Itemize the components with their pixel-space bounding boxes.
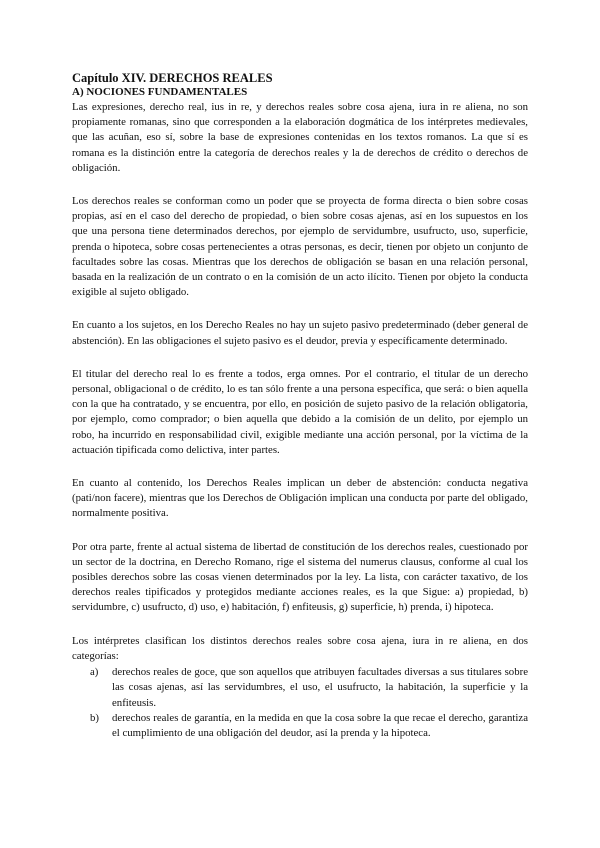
- paragraph-numerus-clausus: Por otra parte, frente al actual sistema de libertad de constitución de los derechos reales, cuestionado por un sector de la doctrina, en Derecho Romano, rige el sistema del numerus clausus, conforme al cual los posibles derechos sobre las cosas vienen determinados por la ley. La lista, con carácter taxativo, de los derechos reales tipificados y protegidos mediante acciones reales, es la que Sigue: a) propiedad, b) servidumbre, c) usufructo, d) uso, e) habitación, f) enfiteusis, g) superficie, h) prenda, i) hipoteca.: [72, 540, 528, 614]
- paragraph-contenido: En cuanto al contenido, los Derechos Reales implican un deber de abstención: conducta negativa (pati/non facere), mientras que los Derechos de Obligación implican una conducta por parte del obligado, normalmente positiva.: [72, 477, 528, 520]
- paragraph-expresiones: Las expresiones, derecho real, ius in re, y derechos reales sobre cosa ajena, iura in re aliena, no son propiamente romanas, sino que corresponden a la elaboración dogmática de los intérpretes medievales, que las acuñan, eso sí, sobre la base de expresiones contenidas en los textos romanos. La que sí es romana es la distinción entre la categoría de derechos reales y la de derechos de crédito o derechos de obligación.: [72, 101, 528, 174]
- chapter-title: Capítulo XIV. DERECHOS REALES: [72, 71, 273, 85]
- paragraph-sujetos: En cuanto a los sujetos, en los Derecho Reales no hay un sujeto pasivo predeterminado (deber general de abstención). En las obligaciones el sujeto pasivo es el deudor, previa y específicamente determinado.: [72, 319, 528, 347]
- list-marker: a): [90, 666, 99, 679]
- list-item: [72, 665, 528, 711]
- section-title: A) NOCIONES FUNDAMENTALES: [72, 86, 248, 98]
- paragraph-conformacion: Los derechos reales se conforman como un poder que se proyecta de forma directa o bien sobre cosas propias, así en el caso del derecho de propiedad, o bien sobre cosas ajenas, así en los supuestos en los que una persona tiene determinados derechos, por ejemplo de servidumbre, usufructo, uso, superficie, prenda o hipoteca, sobre cosas pertenecientes a otras personas, es decir, tienen por objeto un conjunto de facultades sobre las cosas. Mientras que los derechos de obligación se basan en una relación personal, basada en la realización de un contrato o en la comisión de un acto ilícito. Tienen por objeto la conducta exigible al sujeto obligado.: [72, 195, 528, 299]
- paragraph-clasificacion: Los intérpretes clasifican los distintos derechos reales sobre cosa ajena, iura in re aliena, en dos categorías:: [72, 634, 528, 662]
- list-item-text: derechos reales de goce, que son aquellos que atribuyen facultades diversas a sus titulares sobre las cosas ajenas, así las servidumbres, el uso, el usufructo, la habitación, la superficie y la enfiteusis.: [112, 666, 528, 709]
- paragraph-titular: El titular del derecho real lo es frente a todos, erga omnes. Por el contrario, el titular de un derecho personal, obligacional o de crédito, lo es tan sólo frente a una persona específica, que será: o bien aquella con la que ha contratado, y se encuentra, por ello, en posición de sujeto pasivo de la relación obligatoria, por ejemplo, como comprador; o bien aquella que debido a la comisión de un delito, por ejemplo un robo, ha incurrido en responsabilidad civil, exigible mediante una acción personal, por la víctima de la actuación tipificada como delictiva, inter partes.: [72, 367, 528, 456]
- list-item: [72, 711, 528, 741]
- categories-list: [72, 665, 528, 741]
- document-page: [72, 72, 528, 741]
- list-item-text: derechos reales de garantía, en la medida en que la cosa sobre la que recae el derecho, garantiza el cumplimiento de una obligación del deudor, así la prenda y la hipoteca.: [112, 711, 528, 739]
- list-marker: b): [90, 711, 99, 724]
